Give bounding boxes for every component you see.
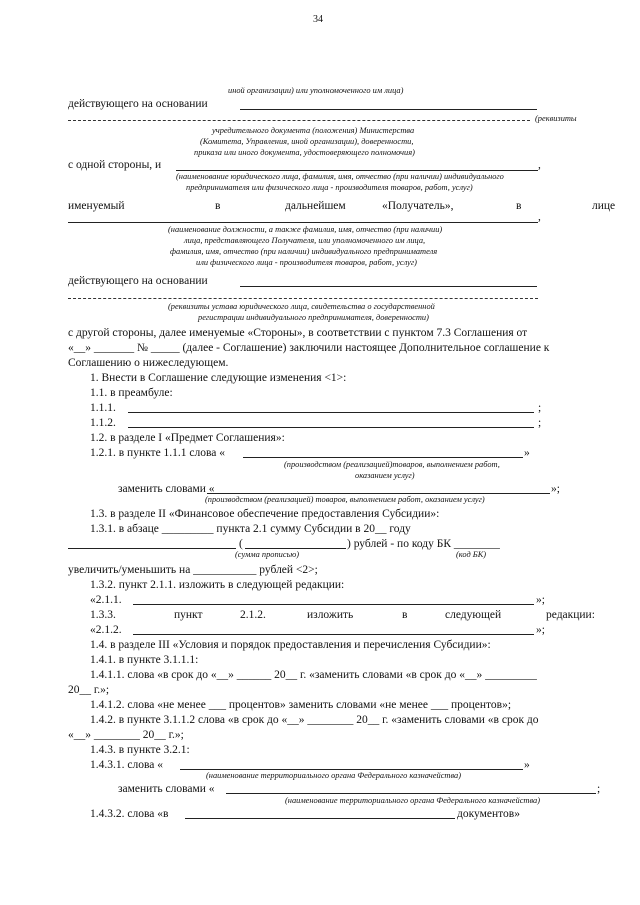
clause-2-1-1-quote: «2.1.1. [90,594,122,606]
clause-1-4-3-2: 1.4.3.2. слова «в [90,808,169,820]
caption-production-1: (производством (реализацией)товаров, выполнением работ, [284,460,500,469]
quote-semicolon-2: »; [536,594,545,606]
quote-close-2: » [524,759,530,771]
comma-1: , [538,159,541,171]
caption-bk-code: (код БК) [456,550,487,559]
caption-production-2: оказанием услуг) [355,471,415,480]
replace-with-blank-1[interactable] [207,493,550,494]
clause-1-3-3-word-6: следующей [445,609,502,621]
clause-1-4-1-1-line-1: 1.4.1.1. слова «в срок до «__» ______ 20__ г. «заменить словами «в срок до «__» _________ [90,669,537,681]
acting-on-basis-label-2: действующего на основании [68,275,208,287]
caption-charter-1: (реквизиты устава юридического лица, свидетельства о государственной [168,302,435,311]
replace-with-words-2: заменить словами « [118,783,215,795]
quote-semicolon-3: »; [536,624,545,636]
semicolon-2: ; [538,417,542,429]
imenuemy-word-3: дальнейшем [285,200,346,212]
clause-1-3-2: 1.3.2. пункт 2.1.1. изложить в следующей редакции: [90,579,345,591]
caption-position-1: (наименование должности, а также фамилия, имя, отчество (при наличии) [168,225,443,234]
replace-with-blank-2[interactable] [226,793,596,794]
clause-1-2: 1.2. в разделе I «Предмет Соглашения»: [90,432,285,444]
caption-founding-doc-2: (Комитета, Управления, иной организации), доверенности, [200,137,414,146]
page-number: 34 [313,14,323,25]
clause-1-1-2-blank[interactable] [128,427,534,428]
caption-amount-words: (сумма прописью) [235,550,300,559]
comma-2: , [538,211,541,223]
requisites-blank-1[interactable] [68,120,530,121]
clause-1-1-1-blank[interactable] [128,412,534,413]
clause-1-3-3-word-7: редакции: [546,609,595,621]
clause-1-4-2-line-1: 1.4.2. в пункте 3.1.1.2 слова «в срок до «__» ________ 20__ г. «заменить словами «в срок до [90,714,539,726]
amount-in-words-blank[interactable] [245,548,346,549]
documents-word: документов» [457,808,520,820]
clause-1-1: 1.1. в преамбуле: [90,387,173,399]
imenuemy-word-1: именуемый [68,200,125,212]
paragraph-parties-line-3: Соглашению о нижеследующем. [68,357,229,369]
caption-position-2: лица, представляющего Получателя, или уполномоченного им лица, [184,236,426,245]
caption-organization-tail: иной организации) или уполномоченного им лица) [228,86,404,95]
clause-1-4-3-2-blank[interactable] [185,818,455,819]
clause-1-3-3-word-2: пункт [174,609,203,621]
clause-1-3-3-word-4: изложить [307,609,354,621]
semicolon-3: ; [597,783,601,795]
one-side-label: с одной стороны, и [68,159,162,171]
caption-founding-doc-1: учредительного документа (положения) Министерства [212,126,415,135]
clause-2-1-1-blank[interactable] [133,604,534,605]
caption-requisites-word: (реквизиты [535,114,577,123]
imenuemy-word-2: в [215,200,221,212]
clause-2-1-2-quote: «2.1.2. [90,624,122,636]
subsidy-amount-blank[interactable] [68,548,236,549]
paragraph-parties-line-1: с другой стороны, далее именуемые «Стороны», в соответствии с пунктом 7.3 Соглашения от [68,327,528,339]
quote-semicolon-1: »; [551,483,560,495]
representative-blank[interactable] [68,222,538,223]
caption-production-3: (производством (реализацией) товаров, выполнением работ, оказанием услуг) [205,495,485,504]
increase-decrease-line: увеличить/уменьшить на ___________ рублей <2>; [68,564,318,576]
charter-requisites-blank[interactable] [68,298,538,299]
caption-treasury-2: (наименование территориального органа Федерального казначейства) [285,796,541,805]
clause-1-2-1-blank[interactable] [243,457,523,458]
caption-legal-entity-1: (наименование юридического лица, фамилия, имя, отчество (при наличии) индивидуального [176,172,504,181]
clause-1-3-1: 1.3.1. в абзаце _________ пункта 2.1 сумму Субсидии в 20__ году [90,523,411,535]
clause-1-4-3-1: 1.4.3.1. слова « [90,759,163,771]
imenuemy-word-4: «Получатель», [382,200,454,212]
clause-1-4-1: 1.4.1. в пункте 3.1.1.1: [90,654,199,666]
caption-legal-entity-2: предпринимателя или физического лица - производителя товаров, работ, услуг) [186,183,473,192]
clause-1-1-2: 1.1.2. [90,417,116,429]
clause-1-3-1-tail: ) рублей - по коду БК ________ [347,538,500,550]
clause-1-4: 1.4. в разделе III «Условия и порядок предоставления и перечисления Субсидии»: [90,639,491,651]
clause-1-3-3-word-1: 1.3.3. [90,609,116,621]
acting-on-basis-blank-1[interactable] [240,109,537,110]
clause-2-1-2-blank[interactable] [133,634,534,635]
caption-treasury-1: (наименование территориального органа Федерального казначейства) [206,771,462,780]
clause-1-3-3-word-5: в [402,609,408,621]
caption-position-3: фамилия, имя, отчество (при наличии) индивидуального предпринимателя [170,247,438,256]
clause-1-3: 1.3. в разделе II «Финансовое обеспечение предоставления Субсидии»: [90,508,440,520]
paragraph-parties-line-2: «__» _______ № _____ (далее - Соглашение) заключили настоящее Дополнительное соглашение к [68,342,550,354]
clause-1-4-3-1-blank[interactable] [180,769,523,770]
caption-position-4: или физического лица - производителя товаров, работ, услуг) [196,258,417,267]
acting-on-basis-blank-2[interactable] [240,286,537,287]
clause-1-4-3: 1.4.3. в пункте 3.2.1: [90,744,190,756]
imenuemy-word-5: в [516,200,522,212]
caption-charter-2: регистрации индивидуального предпринимателя, доверенности) [198,313,429,322]
caption-founding-doc-3: приказа или иного документа, удостоверяющего полномочия) [194,148,415,157]
clause-1-4-1-2: 1.4.1.2. слова «не менее ___ процентов» заменить словами «не менее ___ процентов»; [90,699,512,711]
clause-1-4-1-1-line-2: 20__ г.»; [68,684,110,696]
clause-1-1-1: 1.1.1. [90,402,116,414]
semicolon-1: ; [538,402,542,414]
quote-close-1: » [524,447,530,459]
clause-1-3-3-word-3: 2.1.2. [240,609,266,621]
recipient-name-blank[interactable] [176,170,538,171]
clause-1-4-2-line-2: «__» ________ 20__ г.»; [68,729,184,741]
replace-with-words-1: заменить словами « [118,483,215,495]
clause-1-2-1: 1.2.1. в пункте 1.1.1 слова « [90,447,226,459]
imenuemy-word-6: лице [592,200,616,212]
clause-1: 1. Внести в Соглашение следующие изменения <1>: [90,372,347,384]
acting-on-basis-label-1: действующего на основании [68,98,208,110]
paren-open: ( [239,538,243,550]
